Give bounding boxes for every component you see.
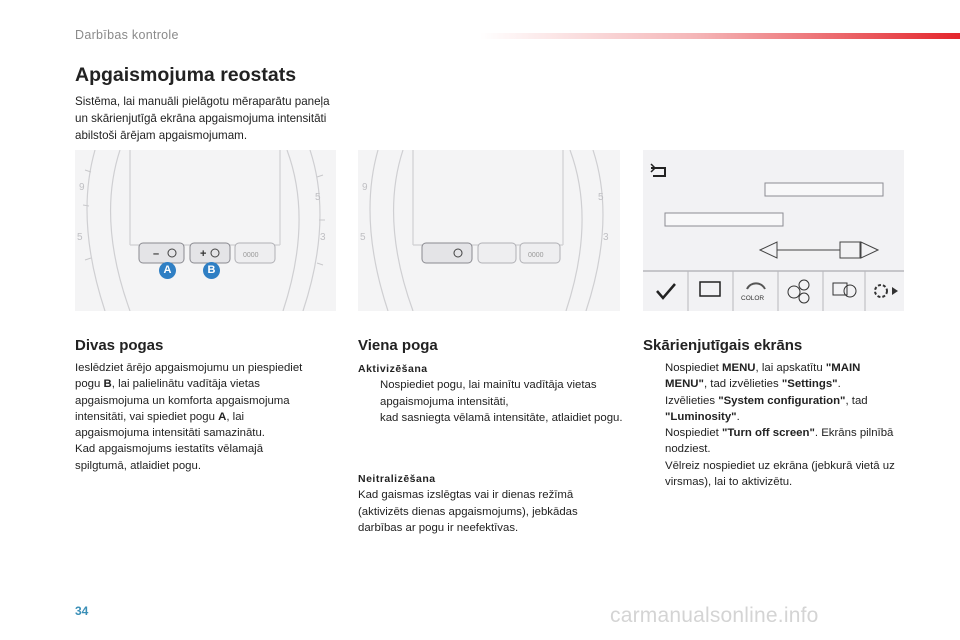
- instrument-panel-single-illustration: [358, 150, 620, 311]
- button-a-marker: A: [159, 262, 176, 279]
- step-item: Nospiediet "Turn off screen". Ekrāns pilnībā nodziest. Vēlreiz nospiediet uz ekrāna (jebkurā vietā uz virsmas), lai to aktivizētu.: [643, 425, 905, 490]
- activation-title: Aktivizēšana: [358, 363, 428, 375]
- text-line: intensitāti, vai spiediet pogu A, lai: [75, 410, 245, 423]
- heading-two-buttons: Divas pogas: [75, 337, 164, 354]
- svg-text:0000: 0000: [243, 252, 259, 259]
- step-item: Nospiediet MENU, lai apskatītu "MAIN MENU", tad izvēlieties "Settings".: [665, 362, 861, 391]
- text-line: apgaismojuma un komforta apgaismojuma: [75, 394, 290, 407]
- text-line: spilgtumā, atlaidiet pogu.: [75, 459, 202, 472]
- instrument-panel-illustration: [75, 150, 336, 311]
- two-buttons-text: [75, 360, 337, 474]
- button-b-marker: B: [203, 262, 220, 279]
- figure-touchscreen: [643, 150, 904, 311]
- neutral-paragraph: Kad gaismas izslēgtas vai ir dienas režīmā (aktivizēts dienas apgaismojums), jebkādas darbības ar pogu ir neefektīvas.: [358, 489, 578, 534]
- text-line: Ieslēdziet ārējo apgaismojumu un piespiediet: [75, 362, 303, 374]
- touchscreen-illustration: [643, 150, 904, 311]
- neutral-title: Neitralizēšana: [358, 473, 436, 485]
- heading-touchscreen: Skārienjutīgais ekrāns: [643, 337, 803, 354]
- text-line: pogu B, lai palielinātu vadītāja vietas: [75, 378, 260, 391]
- watermark: carmanualsonline.info: [610, 604, 819, 627]
- text-line: Kad apgaismojums iestatīts vēlamajā: [75, 443, 264, 456]
- step-item: Izvēlieties "System configuration", tad "Luminosity".: [665, 394, 868, 423]
- svg-text:5: 5: [77, 232, 83, 243]
- svg-text:3: 3: [603, 232, 609, 243]
- page-number: 34: [75, 604, 89, 618]
- single-button-text: [358, 361, 624, 426]
- svg-text:9: 9: [362, 182, 368, 193]
- svg-text:+: +: [200, 248, 207, 260]
- figure-two-buttons: [75, 150, 336, 311]
- activation-item: kad sasniegta vēlamā intensitāte, atlaidiet pogu.: [380, 411, 623, 424]
- svg-text:–: –: [153, 248, 160, 260]
- svg-text:3: 3: [320, 232, 326, 243]
- heading-single-button: Viena poga: [358, 337, 438, 354]
- svg-text:COLOR: COLOR: [741, 295, 765, 302]
- step-continuation: Vēlreiz nospiediet uz ekrāna (jebkurā vietā uz virsmas), lai to aktivizētu.: [665, 459, 895, 489]
- svg-text:5: 5: [598, 192, 604, 203]
- page-title: Apgaismojuma reostats: [75, 64, 297, 86]
- activation-item: Nospiediet pogu, lai mainītu vadītāja vietas apgaismojuma intensitāti,: [380, 379, 597, 408]
- svg-text:9: 9: [79, 182, 85, 193]
- figure-single-button: [358, 150, 620, 311]
- intro-paragraph: Sistēma, lai manuāli pielāgotu mēraparātu paneļa un skārienjutīgā ekrāna apgaismojuma intensitāti abilstoši ārējam apgaismojumam.: [75, 95, 330, 142]
- neutralization-text: [358, 471, 608, 536]
- section-header: Darbības kontrole: [75, 28, 179, 42]
- header-accent-line: [480, 33, 960, 39]
- svg-text:5: 5: [360, 232, 366, 243]
- svg-text:5: 5: [315, 192, 321, 203]
- svg-text:0000: 0000: [528, 252, 544, 259]
- touchscreen-steps: [643, 360, 905, 490]
- text-line: apgaismojuma intensitāti samazinātu.: [75, 427, 265, 440]
